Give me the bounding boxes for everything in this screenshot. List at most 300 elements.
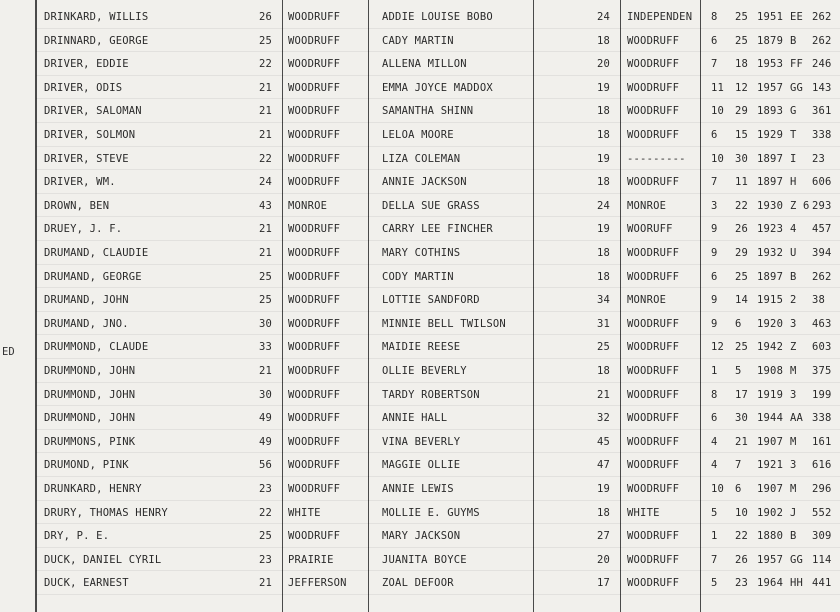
marriage-year: 1879 [757,34,784,47]
record-page: 361 [812,105,832,118]
groom-name: DRUMMOND, JOHN [44,365,136,377]
marriage-year: 1893 [757,105,784,118]
bride-age: 18 [597,506,611,519]
bride-name: DELLA SUE GRASS [382,199,480,212]
record-book: 2 [790,294,797,307]
groom-age: 56 [259,459,273,472]
bride-name: ZOAL DEFOOR [382,577,454,590]
marriage-year: 1942 [757,341,784,354]
bride-age: 34 [597,294,611,307]
table-row [0,407,840,431]
marriage-year: 1902 [757,506,784,519]
record-page: 552 [812,506,832,519]
bride-residence: WOODRUFF [627,483,680,495]
row-rule [36,452,840,453]
bride-name: EMMA JOYCE MADDOX [382,81,493,94]
bride-residence: WOORUFF [627,223,673,236]
record-page: 38 [812,294,826,307]
marriage-day: 25 [735,270,749,283]
bride-residence: WOODRUFF [627,270,680,283]
marriage-day: 21 [735,435,749,448]
groom-name: DRUMAND, GEORGE [44,270,142,283]
table-row [0,195,840,219]
marriage-day: 29 [735,105,749,118]
marriage-day: 17 [735,388,749,401]
marriage-month: 8 [711,388,718,401]
table-row [0,384,840,408]
record-book: J [790,506,797,519]
marriage-month: 5 [711,506,718,519]
table-row [0,549,840,573]
record-book: GG [790,553,804,566]
bride-name: VINA BEVERLY [382,435,461,448]
bride-residence: WOODRUFF [627,81,680,94]
groom-age: 43 [259,199,273,212]
row-rule [36,51,840,52]
groom-residence: WOODRUFF [288,412,341,425]
record-book: 3 [790,388,797,401]
groom-age: 25 [259,270,273,283]
table-row [0,266,840,290]
groom-name: DRUMAND, JNO. [44,317,129,330]
marriage-month: 12 [711,341,725,354]
groom-age: 25 [259,34,273,47]
bride-age: 18 [597,247,611,259]
bride-residence: MONROE [627,199,667,212]
row-rule [36,547,840,548]
groom-name: DRINNARD, GEORGE [44,34,149,47]
marriage-month: 1 [711,365,718,377]
row-rule [36,98,840,99]
bride-name: ALLENA MILLON [382,58,467,71]
marriage-year: 1930 [757,199,784,212]
table-row [0,53,840,77]
marriage-day: 30 [735,412,749,425]
groom-name: DRY, P. E. [44,530,110,543]
bride-residence: WOODRUFF [627,34,680,47]
bride-name: CARRY LEE FINCHER [382,223,493,236]
marriage-year: 1921 [757,459,784,472]
marriage-year: 1907 [757,435,784,448]
marriage-month: 9 [711,294,718,307]
bride-residence: WOODRUFF [627,365,680,377]
row-rule [36,358,840,359]
record-page: 143 [812,81,832,94]
bride-name: CODY MARTIN [382,270,454,283]
bride-age: 47 [597,459,611,472]
record-book: M [790,365,797,377]
bride-name: MOLLIE E. GUYMS [382,506,480,519]
record-page: 616 [812,459,832,472]
table-row [0,218,840,242]
groom-residence: WOODRUFF [288,105,341,118]
row-rule [36,193,840,194]
bride-name: MAIDIE REESE [382,341,461,354]
bride-age: 18 [597,176,611,189]
record-page: 394 [812,247,832,259]
groom-name: DRIVER, ODIS [44,81,123,94]
record-book: B [790,34,797,47]
groom-residence: WOODRUFF [288,223,341,236]
bride-age: 19 [597,81,611,94]
marriage-day: 30 [735,152,749,165]
bride-name: MARY COTHINS [382,247,461,259]
bride-name: ANNIE LEWIS [382,483,454,495]
record-page: 262 [812,11,832,23]
groom-name: DRUMOND, PINK [44,459,129,472]
marriage-month: 6 [711,412,718,425]
row-rule [36,594,840,595]
groom-name: DRUNKARD, HENRY [44,483,142,495]
groom-residence: MONROE [288,199,328,212]
groom-name: DUCK, EARNEST [44,577,129,590]
row-rule [36,240,840,241]
record-book: Z 6 [790,199,810,212]
table-row [0,525,840,549]
row-rule [36,429,840,430]
marriage-year: 1897 [757,176,784,189]
marriage-day: 6 [735,483,742,495]
table-row [0,502,840,526]
marriage-day: 25 [735,34,749,47]
table-row [0,431,840,455]
record-book: I [790,152,797,165]
table-row [0,454,840,478]
row-rule [36,216,840,217]
bride-age: 25 [597,341,611,354]
bride-age: 19 [597,223,611,236]
marriage-month: 8 [711,11,718,23]
row-rule [36,75,840,76]
marriage-year: 1907 [757,483,784,495]
groom-name: DRUMMOND, CLAUDE [44,341,149,354]
groom-residence: WHITE [288,506,321,519]
bride-residence: WOODRUFF [627,459,680,472]
row-rule [36,28,840,29]
groom-residence: WOODRUFF [288,152,341,165]
groom-residence: WOODRUFF [288,388,341,401]
groom-age: 21 [259,129,273,141]
groom-age: 21 [259,81,273,94]
groom-residence: WOODRUFF [288,317,341,330]
marriage-day: 26 [735,553,749,566]
record-book: GG [790,81,804,94]
row-rule [36,405,840,406]
bride-age: 19 [597,483,611,495]
marriage-month: 9 [711,317,718,330]
row-rule [36,122,840,123]
row-rule [36,146,840,147]
marriage-day: 12 [735,81,749,94]
groom-residence: WOODRUFF [288,11,341,23]
record-page: 262 [812,270,832,283]
groom-residence: WOODRUFF [288,58,341,71]
marriage-year: 1932 [757,247,784,259]
bride-age: 21 [597,388,611,401]
groom-age: 49 [259,412,273,425]
marriage-year: 1908 [757,365,784,377]
bride-residence: MONROE [627,294,667,307]
groom-age: 21 [259,223,273,236]
record-page: 114 [812,553,832,566]
marriage-month: 6 [711,270,718,283]
groom-age: 26 [259,11,273,23]
record-page: 603 [812,341,832,354]
groom-name: DRIVER, EDDIE [44,58,129,71]
groom-residence: WOODRUFF [288,459,341,472]
record-page: 375 [812,365,832,377]
marriage-year: 1953 [757,58,784,71]
marriage-day: 10 [735,506,749,519]
groom-name: DRUMMONS, PINK [44,435,136,448]
bride-age: 45 [597,435,611,448]
marriage-day: 18 [735,58,749,71]
groom-residence: WOODRUFF [288,247,341,259]
row-rule [36,500,840,501]
groom-residence: WOODRUFF [288,483,341,495]
record-book: HH [790,577,804,590]
row-rule [36,264,840,265]
record-page: 441 [812,577,832,590]
bride-age: 18 [597,129,611,141]
marriage-month: 7 [711,553,718,566]
groom-name: DRINKARD, WILLIS [44,11,149,23]
groom-age: 22 [259,58,273,71]
groom-age: 33 [259,341,273,354]
row-rule [36,382,840,383]
marriage-day: 22 [735,530,749,543]
marriage-day: 23 [735,577,749,590]
record-page: 457 [812,223,832,236]
groom-name: DRIVER, SOLMON [44,129,136,141]
groom-residence: WOODRUFF [288,176,341,189]
bride-name: ANNIE HALL [382,412,448,425]
bride-residence: WOODRUFF [627,105,680,118]
table-row [0,242,840,266]
record-book: B [790,530,797,543]
groom-residence: WOODRUFF [288,34,341,47]
marriage-year: 1957 [757,81,784,94]
record-book: FF [790,58,804,71]
marriage-year: 1929 [757,129,784,141]
table-row [0,572,840,596]
table-row [0,478,840,502]
row-rule [36,334,840,335]
marriage-month: 4 [711,435,718,448]
bride-name: JUANITA BOYCE [382,553,467,566]
table-row [0,148,840,172]
bride-residence: WOODRUFF [627,553,680,566]
marriage-day: 15 [735,129,749,141]
marriage-year: 1880 [757,530,784,543]
groom-age: 30 [259,388,273,401]
record-book: B [790,270,797,283]
groom-name: DRIVER, SALOMAN [44,105,142,118]
bride-age: 24 [597,199,611,212]
marriage-day: 25 [735,11,749,23]
table-row [0,30,840,54]
row-rule [36,570,840,571]
groom-residence: WOODRUFF [288,81,341,94]
bride-name: TARDY ROBERTSON [382,388,480,401]
bride-age: 20 [597,58,611,71]
marriage-year: 1920 [757,317,784,330]
groom-residence: WOODRUFF [288,435,341,448]
table-row [0,171,840,195]
groom-name: DRUMAND, CLAUDIE [44,247,149,259]
row-rule [36,311,840,312]
bride-name: MARY JACKSON [382,530,461,543]
groom-age: 30 [259,317,273,330]
marriage-day: 6 [735,317,742,330]
bride-age: 20 [597,553,611,566]
marriage-month: 6 [711,129,718,141]
marriage-day: 26 [735,223,749,236]
bride-residence: WOODRUFF [627,530,680,543]
record-page: 293 [812,199,832,212]
bride-residence: WHITE [627,506,660,519]
record-page: 338 [812,412,832,425]
bride-residence: WOODRUFF [627,412,680,425]
table-row [0,289,840,313]
record-page: 199 [812,388,832,401]
marriage-year: 1957 [757,553,784,566]
groom-age: 21 [259,577,273,590]
groom-age: 23 [259,483,273,495]
marriage-month: 6 [711,34,718,47]
bride-name: ANNIE JACKSON [382,176,467,189]
record-page: 309 [812,530,832,543]
groom-age: 25 [259,294,273,307]
record-page: 161 [812,435,832,448]
bride-name: CADY MARTIN [382,34,454,47]
marriage-day: 11 [735,176,749,189]
groom-age: 24 [259,176,273,189]
bride-residence: WOODRUFF [627,577,680,590]
record-book: M [790,483,797,495]
bride-age: 27 [597,530,611,543]
marriage-year: 1944 [757,412,784,425]
groom-name: DUCK, DANIEL CYRIL [44,553,162,566]
groom-name: DRIVER, STEVE [44,152,129,165]
bride-residence: INDEPENDEN [627,11,693,23]
bride-age: 31 [597,317,611,330]
bride-residence: WOODRUFF [627,129,680,141]
record-book: AA [790,412,804,425]
marriage-day: 5 [735,365,742,377]
marriage-year: 1919 [757,388,784,401]
marriage-day: 22 [735,199,749,212]
record-book: M [790,435,797,448]
record-book: T [790,129,797,141]
groom-age: 21 [259,247,273,259]
marriage-month: 9 [711,223,718,236]
groom-name: DRUMMOND, JOHN [44,388,136,401]
bride-residence: WOODRUFF [627,341,680,354]
table-row [0,336,840,360]
record-page: 246 [812,58,832,71]
bride-name: LELOA MOORE [382,129,454,141]
groom-age: 21 [259,105,273,118]
bride-name: OLLIE BEVERLY [382,365,467,377]
record-book: EE [790,11,804,23]
bride-name: SAMANTHA SHINN [382,105,474,118]
record-page: 338 [812,129,832,141]
record-page: 262 [812,34,832,47]
marriage-month: 10 [711,105,725,118]
record-book: 4 [790,223,797,236]
bride-name: LOTTIE SANDFORD [382,294,480,307]
record-book: G [790,105,797,118]
groom-residence: WOODRUFF [288,294,341,307]
record-book: 3 [790,317,797,330]
marriage-year: 1915 [757,294,784,307]
marriage-year: 1897 [757,270,784,283]
table-row [0,77,840,101]
marriage-year: 1923 [757,223,784,236]
row-rule [36,169,840,170]
groom-residence: WOODRUFF [288,129,341,141]
bride-name: MAGGIE OLLIE [382,459,461,472]
marriage-month: 9 [711,247,718,259]
groom-name: DROWN, BEN [44,199,110,212]
bride-name: ADDIE LOUISE BOBO [382,11,493,23]
row-rule [36,523,840,524]
marriage-month: 7 [711,176,718,189]
groom-residence: PRAIRIE [288,553,334,566]
record-book: H [790,176,797,189]
bride-age: 32 [597,412,611,425]
record-book: U [790,247,797,259]
record-page: 296 [812,483,832,495]
groom-residence: WOODRUFF [288,341,341,354]
bride-name: LIZA COLEMAN [382,152,461,165]
marriage-day: 14 [735,294,749,307]
bride-age: 18 [597,365,611,377]
groom-age: 23 [259,553,273,566]
groom-residence: WOODRUFF [288,530,341,543]
record-page: 606 [812,176,832,189]
marriage-year: 1951 [757,11,784,23]
row-rule [36,476,840,477]
marriage-month: 1 [711,530,718,543]
bride-name: MINNIE BELL TWILSON [382,317,506,330]
margin-note: ED [2,346,15,358]
marriage-day: 25 [735,341,749,354]
bride-age: 17 [597,577,611,590]
groom-name: DRURY, THOMAS HENRY [44,506,168,519]
groom-age: 22 [259,152,273,165]
table-row [0,313,840,337]
table-row [0,6,840,30]
groom-age: 25 [259,530,273,543]
bride-age: 19 [597,152,611,165]
bride-residence: WOODRUFF [627,176,680,189]
groom-residence: JEFFERSON [288,577,347,590]
bride-residence: WOODRUFF [627,247,680,259]
table-row [0,124,840,148]
table-row [0,100,840,124]
marriage-year: 1964 [757,577,784,590]
groom-age: 22 [259,506,273,519]
groom-age: 49 [259,435,273,448]
marriage-month: 7 [711,58,718,71]
marriage-day: 29 [735,247,749,259]
marriage-month: 4 [711,459,718,472]
marriage-month: 10 [711,483,725,495]
marriage-day: 7 [735,459,742,472]
marriage-month: 3 [711,199,718,212]
